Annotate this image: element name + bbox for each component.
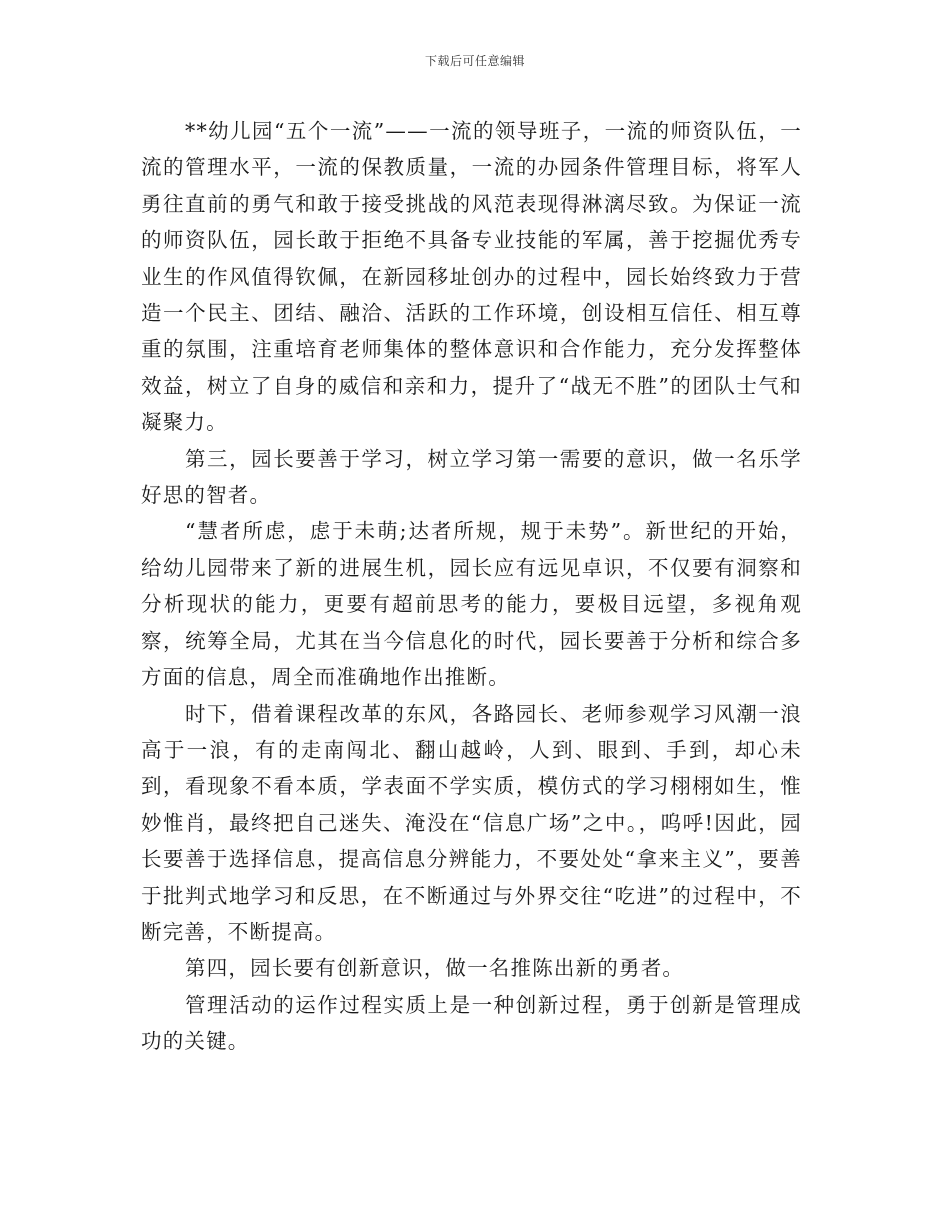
paragraph-fourth-point-heading: 第四，园长要有创新意识，做一名推陈出新的勇者。 bbox=[185, 956, 685, 981]
paragraph-learning-trend: 时下，借着课程改革的东风，各路园长、老师参观学习风潮一浪高于一浪，有的走南闯北、翻山越岭，人到、眼到、手到，却心未到，看现象不看本质，学表面不学实质，模仿式的学习栩栩如生，惟妙惟肖，最终把自己迷失、淹没在“信息广场”之中。，呜呼!因此，园长要善于选择信息，提高信息分辨能力，不要处处“拿来主义”，要善于批判式地学习和反思，在不断通过与外界交往“吃进”的过程中，不断完善，不断提高。 bbox=[141, 701, 802, 944]
paragraph-five-firsts: **幼儿园“五个一流”——一流的领导班子，一流的师资队伍，一流的管理水平，一流的保教质量，一流的办园条件管理目标，将军人勇往直前的勇气和敢于接受挑战的风范表现得淋漓尽致。为保证一流的师资队伍，园长敢于拒绝不具备专业技能的军属，善于挖掘优秀专业生的作风值得钦佩，在新园移址创办的过程中，园长始终致力于营造一个民主、团结、融洽、活跃的工作环境，创设相互信任、相互尊重的氛围，注重培育老师集体的整体意识和合作能力，充分发挥整体效益，树立了自身的威信和亲和力，提升了“战无不胜”的团队士气和凝聚力。 bbox=[141, 119, 802, 435]
document-body bbox=[141, 113, 802, 1060]
paragraph-third-point-heading: 第三，园长要善于学习，树立学习第一需要的意识，做一名乐学好思的智者。 bbox=[141, 446, 802, 508]
page-header-note: 下载后可任意编辑 bbox=[424, 54, 525, 68]
paragraph-wise-foresight: “慧者所虑，虑于未萌;达者所规，规于未势”。新世纪的开始，给幼儿园带来了新的进展生机，园长应有远见卓识，不仅要有洞察和分析现状的能力，更要有超前思考的能力，要极目远望，多视角观察，统筹全局，尤其在当今信息化的时代，园长要善于分析和综合多方面的信息，周全而准确地作出推断。 bbox=[141, 519, 802, 690]
paragraph-innovation: 管理活动的运作过程实质上是一种创新过程，勇于创新是管理成功的关键。 bbox=[141, 992, 802, 1054]
